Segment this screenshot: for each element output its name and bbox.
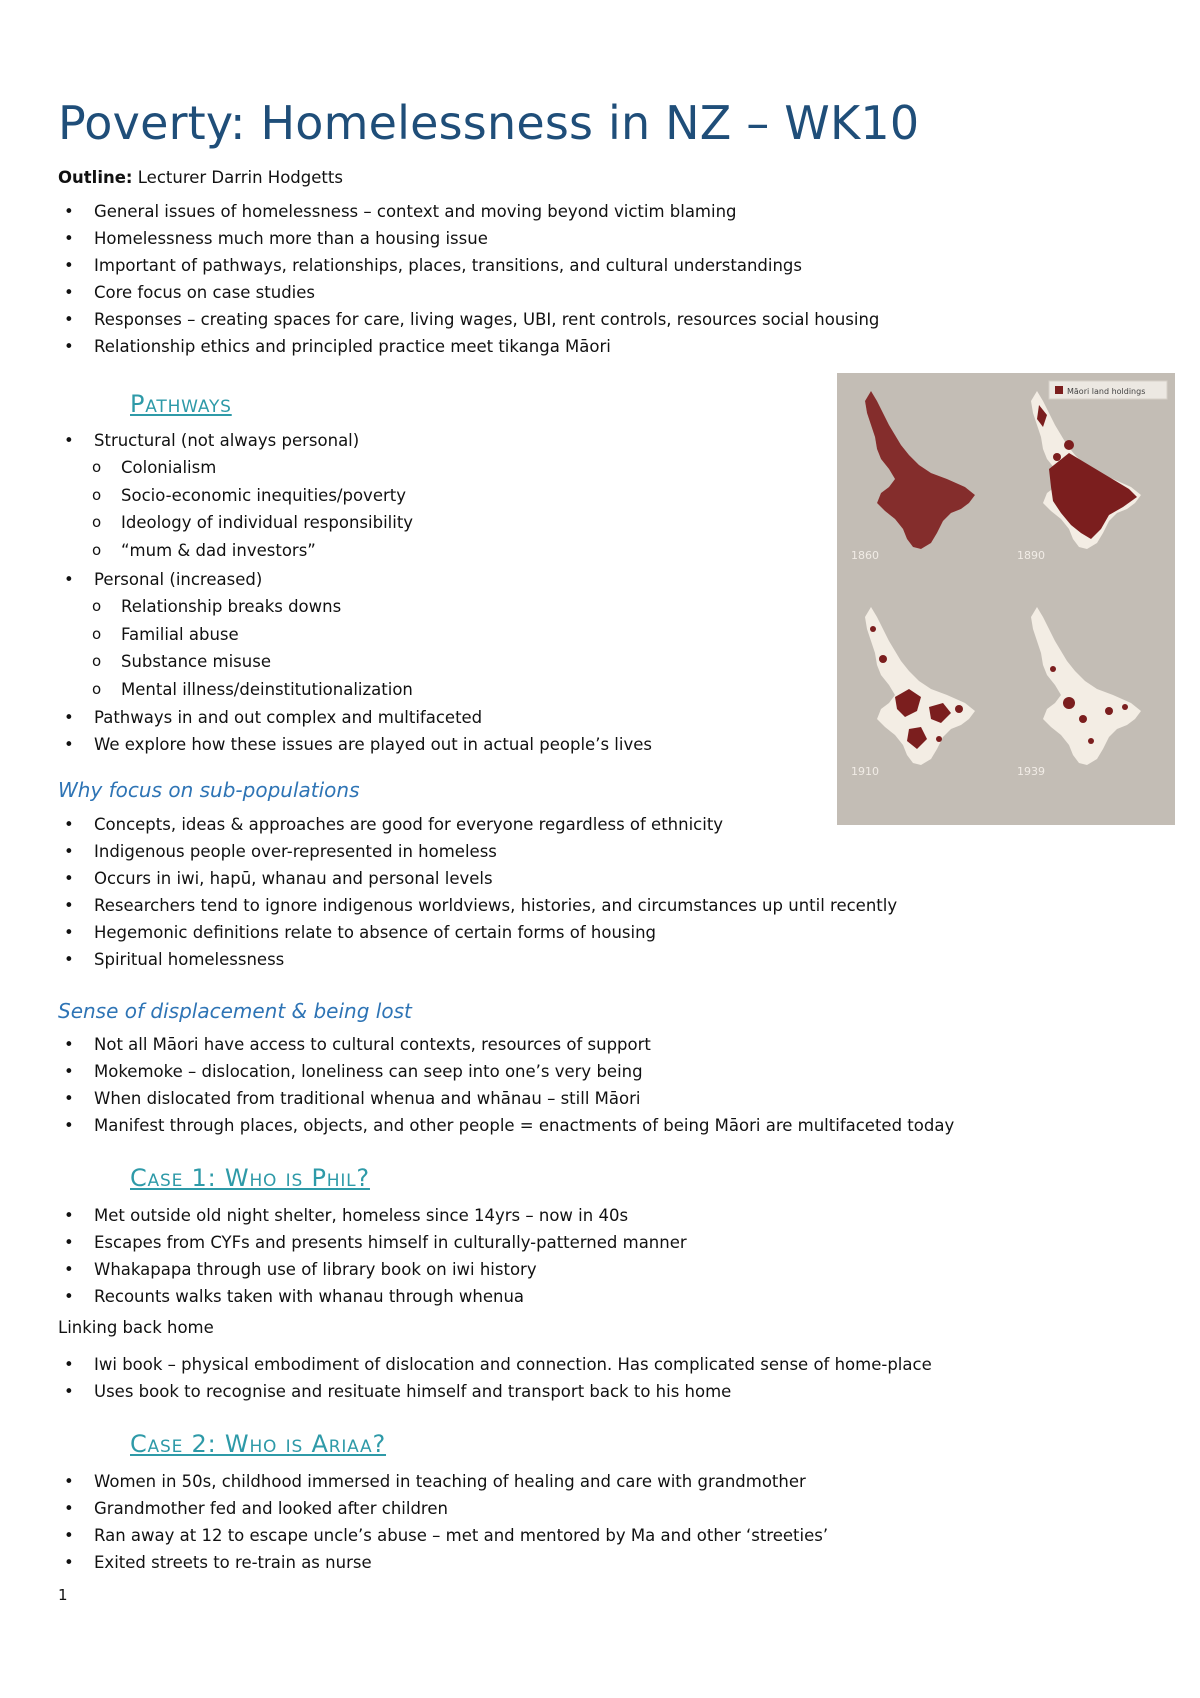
legend-swatch	[1055, 386, 1063, 394]
linking-list	[58, 1351, 1138, 1405]
personal-sublist	[58, 593, 413, 703]
sub-item: o “mum & dad investors”	[58, 537, 413, 565]
list-item: • Hegemonic definitions relate to absence of certain forms of housing	[58, 919, 1138, 946]
outline-text: Lecturer Darrin Hodgetts	[132, 168, 343, 187]
list-item: • When dislocated from traditional whenua and whānau – still Māori	[58, 1085, 1138, 1112]
list-item: • We explore how these issues are played out in actual people’s lives	[58, 731, 1138, 758]
list-item: • Whakapapa through use of library book on iwi history	[58, 1256, 1138, 1283]
list-item: • Pathways in and out complex and multifaceted	[58, 704, 1138, 731]
sub-item: o Familial abuse	[58, 621, 413, 649]
sub-item: o Substance misuse	[58, 648, 413, 676]
list-item: • Manifest through places, objects, and other people = enactments of being Māori are multifaceted today	[58, 1112, 1138, 1139]
list-item: • Mokemoke – dislocation, loneliness can seep into one’s very being	[58, 1058, 1138, 1085]
panel-year-label: 1890	[1017, 549, 1045, 562]
maori-land-map-figure	[837, 373, 1175, 825]
list-item: • Met outside old night shelter, homeless since 14yrs – now in 40s	[58, 1202, 1138, 1229]
list-item: • Structural (not always personal)	[58, 427, 1138, 454]
linking-back-home: Linking back home	[58, 1318, 214, 1337]
outline-line	[58, 168, 343, 187]
list-item: • Ran away at 12 to escape uncle’s abuse – met and mentored by Ma and other ‘streeties’	[58, 1522, 1138, 1549]
list-item: • Responses – creating spaces for care, living wages, UBI, rent controls, resources social housing	[58, 306, 1138, 333]
sub-item: o Colonialism	[58, 454, 413, 482]
list-item: • Escapes from CYFs and presents himself in culturally-patterned manner	[58, 1229, 1138, 1256]
subpopulations-heading: Why focus on sub-populations	[58, 778, 360, 802]
list-item: • Indigenous people over-represented in homeless	[58, 838, 1138, 865]
panel-year-label: 1860	[851, 549, 879, 562]
list-item: • Core focus on case studies	[58, 279, 1138, 306]
list-item: • Uses book to recognise and resituate himself and transport back to his home	[58, 1378, 1138, 1405]
pathways-heading: Pathways	[130, 390, 232, 418]
case1-list	[58, 1202, 1138, 1310]
page-number: 1	[58, 1586, 68, 1604]
map-legend	[1049, 381, 1167, 399]
structural-sublist	[58, 454, 413, 564]
sub-item: o Mental illness/deinstitutionalization	[58, 676, 413, 704]
map-panel-1860	[851, 391, 975, 562]
outline-label: Outline:	[58, 168, 133, 187]
list-item: • Homelessness much more than a housing issue	[58, 225, 1138, 252]
list-item: • Women in 50s, childhood immersed in teaching of healing and care with grandmother	[58, 1468, 1138, 1495]
case2-heading: Case 2: Who is Ariaa?	[130, 1430, 387, 1458]
displacement-heading: Sense of displacement & being lost	[58, 999, 412, 1023]
page-title: Poverty: Homelessness in NZ – WK10	[58, 96, 920, 150]
list-item: • Researchers tend to ignore indigenous worldviews, histories, and circumstances up until recently	[58, 892, 1138, 919]
panel-year-label: 1910	[851, 765, 879, 778]
outline-list	[58, 198, 1138, 360]
list-item: • Occurs in iwi, hapū, whanau and personal levels	[58, 865, 1138, 892]
map-panel-1890	[1017, 391, 1141, 562]
list-item: • Concepts, ideas & approaches are good for everyone regardless of ethnicity	[58, 811, 1138, 838]
list-item: • Grandmother fed and looked after children	[58, 1495, 1138, 1522]
map-panel-1910	[851, 607, 975, 778]
list-item: • Spiritual homelessness	[58, 946, 1138, 973]
displacement-list	[58, 1031, 1138, 1139]
case2-list	[58, 1468, 1138, 1576]
map-panel-1939	[1017, 607, 1141, 778]
subpopulations-list	[58, 811, 1138, 973]
legend-label: Māori land holdings	[1067, 387, 1146, 396]
list-item: • Important of pathways, relationships, places, transitions, and cultural understandings	[58, 252, 1138, 279]
panel-year-label: 1939	[1017, 765, 1045, 778]
list-item: • General issues of homelessness – context and moving beyond victim blaming	[58, 198, 1138, 225]
list-item: • Exited streets to re-train as nurse	[58, 1549, 1138, 1576]
list-item: • Iwi book – physical embodiment of dislocation and connection. Has complicated sense of home-place	[58, 1351, 1138, 1378]
list-item: • Personal (increased)	[58, 566, 1138, 593]
sub-item: o Relationship breaks downs	[58, 593, 413, 621]
list-item: • Recounts walks taken with whanau through whenua	[58, 1283, 1138, 1310]
list-item: • Not all Māori have access to cultural contexts, resources of support	[58, 1031, 1138, 1058]
case1-heading: Case 1: Who is Phil?	[130, 1164, 370, 1192]
sub-item: o Socio-economic inequities/poverty	[58, 482, 413, 510]
sub-item: o Ideology of individual responsibility	[58, 509, 413, 537]
list-item: • Relationship ethics and principled practice meet tikanga Māori	[58, 333, 1138, 360]
